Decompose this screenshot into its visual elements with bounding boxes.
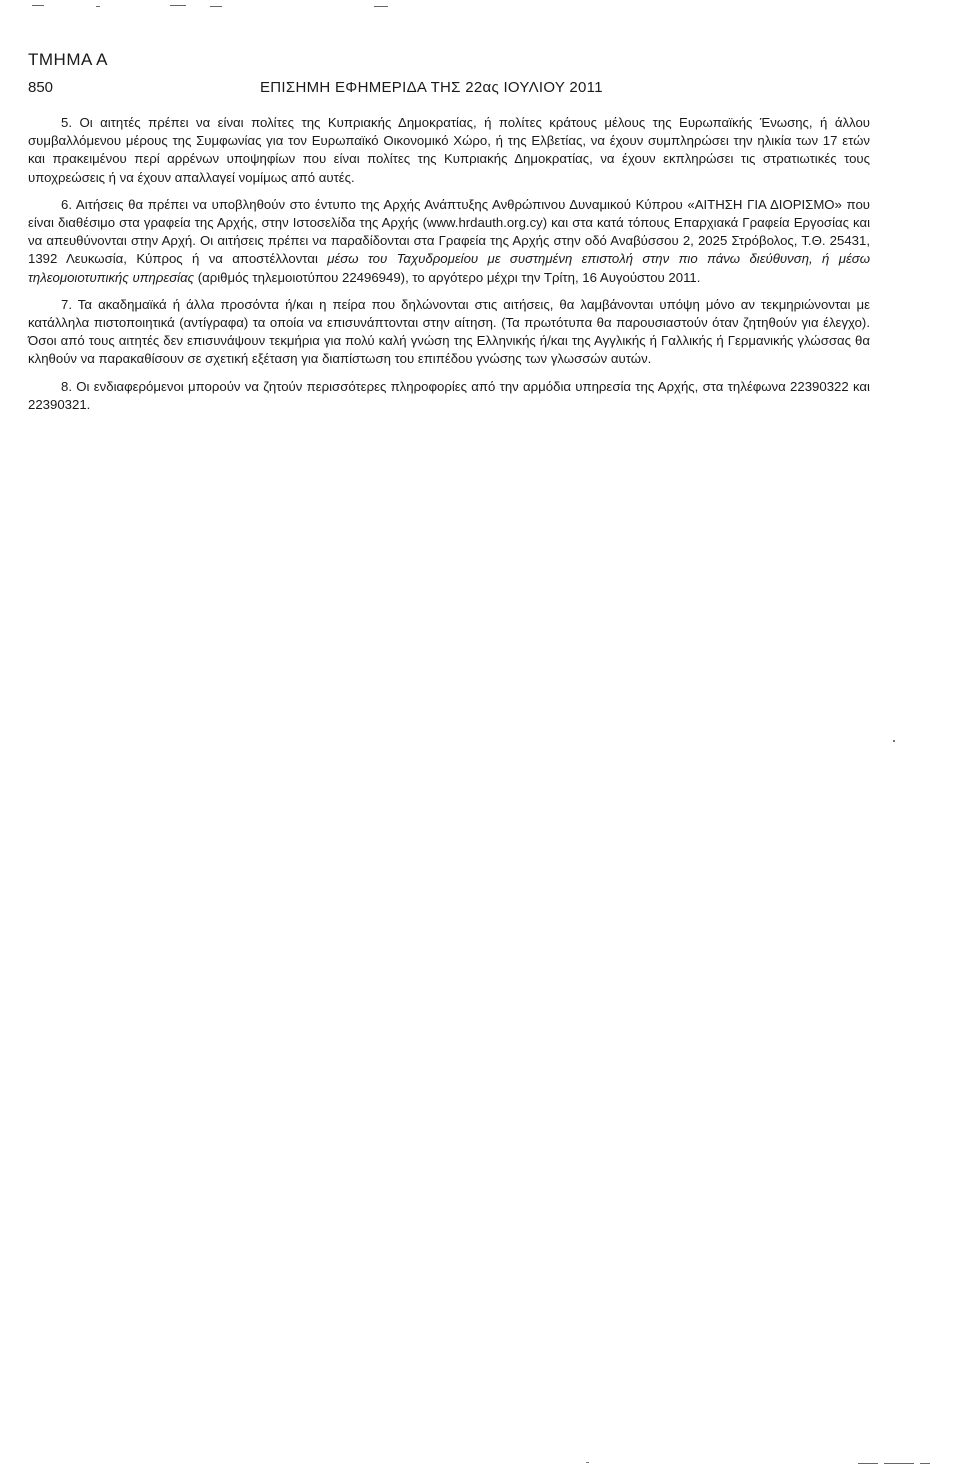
scan-artifact bbox=[893, 740, 895, 742]
paragraph-6-text: 6. Αιτήσεις θα πρέπει να υποβληθούν στο έντυπο της Αρχής Ανάπτυξης Ανθρώπινου Δυναμικού Κύπρου «ΑΙΤΗΣΗ ΓΙΑ ΔΙΟΡΙΣΜΟ» που είναι διαθέσιμο στα γραφεία της Αρχής, στην Ιστοσελίδα της Αρχής (www.hrdauth.org.cy) και στα κατά τόπους Επαρχιακά Γραφεία Εργοσίας και να απευθύνονται στην Αρχή. Οι αιτήσεις πρέπει να παραδίδονται στα Γραφεία της Αρχής στην οδό Αναβύσσου 2, 2025 Στρόβολος, Τ.Θ. 25431, 1392 Λευκωσία, Κύπρος ή να αποστέλλονται bbox=[28, 196, 870, 267]
section-title: ΤΜΗΜΑ Α bbox=[28, 50, 109, 69]
scan-artifact bbox=[884, 1463, 914, 1464]
scan-artifact bbox=[96, 6, 100, 7]
paragraph-6 bbox=[28, 196, 870, 287]
scan-artifact bbox=[586, 1462, 589, 1463]
scan-artifact bbox=[210, 6, 222, 7]
gazette-title: ΕΠΙΣΗΜΗ ΕΦΗΜΕΡΙΔΑ ΤΗΣ 22ας ΙΟΥΛΙΟΥ 2011 bbox=[260, 79, 603, 96]
scan-artifact bbox=[374, 6, 388, 7]
scan-artifact bbox=[32, 5, 44, 6]
page-number: 850 bbox=[28, 79, 54, 96]
scan-artifact bbox=[858, 1463, 878, 1464]
paragraph-6-text-end: (αριθμός τηλεμοιοτύπου 22496949), το αργότερο μέχρι την Τρίτη, 16 Αυγούστου 2011. bbox=[197, 269, 701, 285]
paragraph-8: 8. Οι ενδιαφερόμενοι μπορούν να ζητούν περισσότερες πληροφορίες από την αρμόδια υπηρεσία της Αρχής, στα τηλέφωνα 22390322 και 22390321. bbox=[28, 378, 870, 412]
page-header bbox=[28, 79, 888, 96]
scan-artifact bbox=[170, 5, 186, 6]
paragraph-5: 5. Οι αιτητές πρέπει να είναι πολίτες της Κυπριακής Δημοκρατίας, ή πολίτες κράτους μέλους της Ευρωπαϊκής Ένωσης, ή άλλου συμβαλλόμενου μέρους της Συμφωνίας για τον Ευρωπαϊκό Οικονομικό Χώρο, ή της Ελβετίας, να έχουν συμπληρώσει την ηλικία των 17 ετών και πρακειμένου περί αρρένων υποψηφίων που είναι πολίτες της Κυπριακής Δημοκρατίας, να έχουν εκπληρώσει τις στρατιωτικές τους υποχρεώσεις ή να έχουν απαλλαγεί νομίμως από αυτές. bbox=[28, 115, 870, 185]
scan-artifact bbox=[920, 1463, 930, 1464]
paragraph-7: 7. Τα ακαδημαϊκά ή άλλα προσόντα ή/και η πείρα που δηλώνονται στις αιτήσεις, θα λαμβάνονται υπόψη μόνο αν τεκμηριώνονται με κατάλληλα πιστοποιητικά (αντίγραφα) τα οποία να επισυνάπτονται στην αίτηση. (Τα πρωτότυπα θα παρουσιαστούν όταν ζητηθούν για έλεγχο). Όσοι από τους αιτητές δεν επισυνάψουν τεκμήρια για πολύ καλή γνώση της Ελληνικής ή/και της Αγγλικής ή Γαλλικής ή Γερμανικής γλώσσας θα κληθούν να παρακαθίσουν σε σχετική εξέταση για διαπίστωση του επιπέδου γνώσης των γλωσσών αυτών. bbox=[28, 296, 870, 367]
paragraph-6-italic-text: μέσω του Ταχυδρομείου με συστημένη επιστολή στην πιο πάνω διεύθυνση, ή μέσω τηλεομοιοτυπικής υπηρεσίας bbox=[28, 251, 870, 285]
document-body bbox=[28, 114, 870, 423]
